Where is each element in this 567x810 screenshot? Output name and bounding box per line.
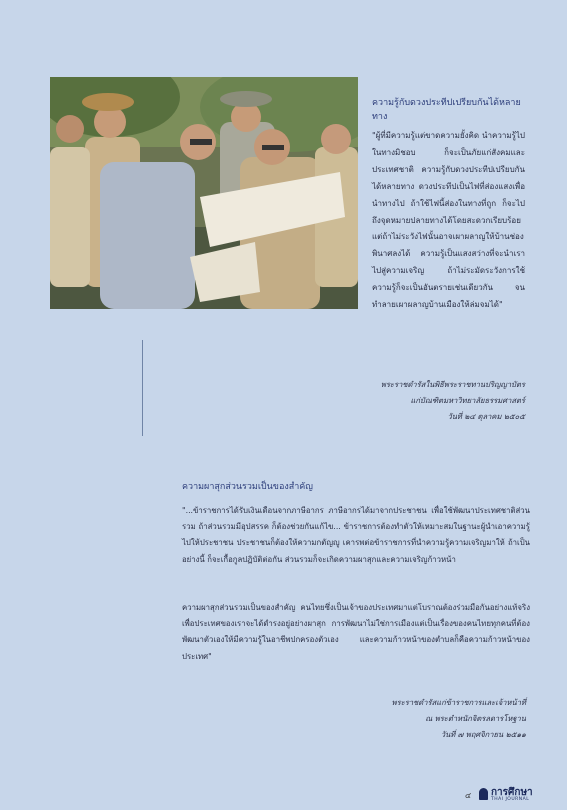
section2-attribution	[260, 695, 526, 743]
quote-text: "ผู้ที่มีความรู้แต่ขาดความยั้งคิด นำความรู้ไปในทางมิชอบ ก็จะเป็นภัยแก่สังคมและประเทศชาติ ความรู้กับดวงประทีปเปรียบกันได้หลายทาง ดวงประทีปเป็นไฟที่ส่องแสงเพื่อนำทางไป ถ้าใช้ไฟนี้ส่องในทางที่ถูก ก็จะไปถึงจุดหมายปลายทางได้โดยสะดวกเรียบร้อย แต่ถ้าไม่ระวังไฟนั้นอาจเผาผลาญให้บ้านช่องพินาศลงได้ ความรู้เป็นแสงสว่างที่จะนำเราไปสู่ความเจริญ ถ้าไม่ระมัดระวังการใช้ ความรู้ก็จะเป็นอันตรายเช่นเดียวกัน จนทำลายเผาผลาญบ้านเมืองให้ล่มจมได้"	[372, 131, 525, 310]
section2-heading: ความผาสุกส่วนรวมเป็นของสำคัญ	[182, 482, 313, 492]
attribution-line: ณ พระตำหนักจิตรลดารโหฐาน	[425, 714, 526, 723]
section1-attribution	[240, 377, 525, 425]
magazine-logo-text: การศึกษา	[491, 787, 533, 798]
attribution-date: วันที่ ๗ พฤศจิกายน ๒๕๑๑	[440, 730, 526, 739]
section1-heading: ความรู้กับดวงประทีปเปรียบกันได้หลายทาง	[372, 98, 521, 122]
page-footer	[465, 785, 555, 807]
attribution-line: แก่บัณฑิตมหาวิทยาลัยธรรมศาสตร์	[410, 396, 525, 405]
royal-photograph	[50, 77, 358, 309]
attribution-date: วันที่ ๒๔ ตุลาคม ๒๕๐๕	[447, 412, 525, 421]
attribution-line: พระราชดำรัสในพิธีพระราชทานปริญญาบัตร	[380, 380, 525, 389]
section2-paragraph1: "...ข้าราชการได้รับเงินเดือนจากภาษีอากร ภาษีอากรได้มาจากประชาชน เพื่อใช้พัฒนาประเทศชาติส่วนรวม ถ้าส่วนรวมมีอุปสรรค ก็ต้องช่วยกันแก้ไข... ข้าราชการต้องทำตัวให้เหมาะสมในฐานะผู้นำเอาความรู้ไปให้ประชาชน ประชาชนก็ต้องให้ความกตัญญู เคารพต่อข้าราชการที่นำความรู้ความเจริญมาให้ ถ้าเป็นอย่างนี้ ก็จะเกื้อกูลปฏิบัติต่อกัน ส่วนรวมก็จะเกิดความผาสุกและความเจริญก้าวหน้า	[182, 506, 530, 564]
photograph-icon	[50, 77, 358, 309]
magazine-logo-icon	[479, 788, 488, 800]
section1-quote	[372, 128, 525, 314]
magazine-logo-subtitle: THAI JOURNAL	[491, 797, 530, 802]
divider-line	[142, 340, 143, 436]
attribution-line: พระราชดำรัสแก่ข้าราชการและเจ้าหน้าที่	[391, 698, 526, 707]
page-number: ๔	[465, 791, 472, 800]
section2-paragraph2: ความผาสุกส่วนรวมเป็นของสำคัญ คนไทยซึ่งเป็นเจ้าของประเทศมาแต่โบราณต้องร่วมมือกันอย่างแท้จริง เพื่อประเทศของเราจะได้ดำรงอยู่อย่างผาสุก การพัฒนาไม่ใช่การเมืองแต่เป็นเรื่องของคนไทยทุกคนที่ต้องพัฒนาตัวเองให้มีความรู้ในอาชีพปกครองตัวเอง และความก้าวหน้าของตำบลก็คือความก้าวหน้าของประเทศ"	[182, 603, 530, 661]
